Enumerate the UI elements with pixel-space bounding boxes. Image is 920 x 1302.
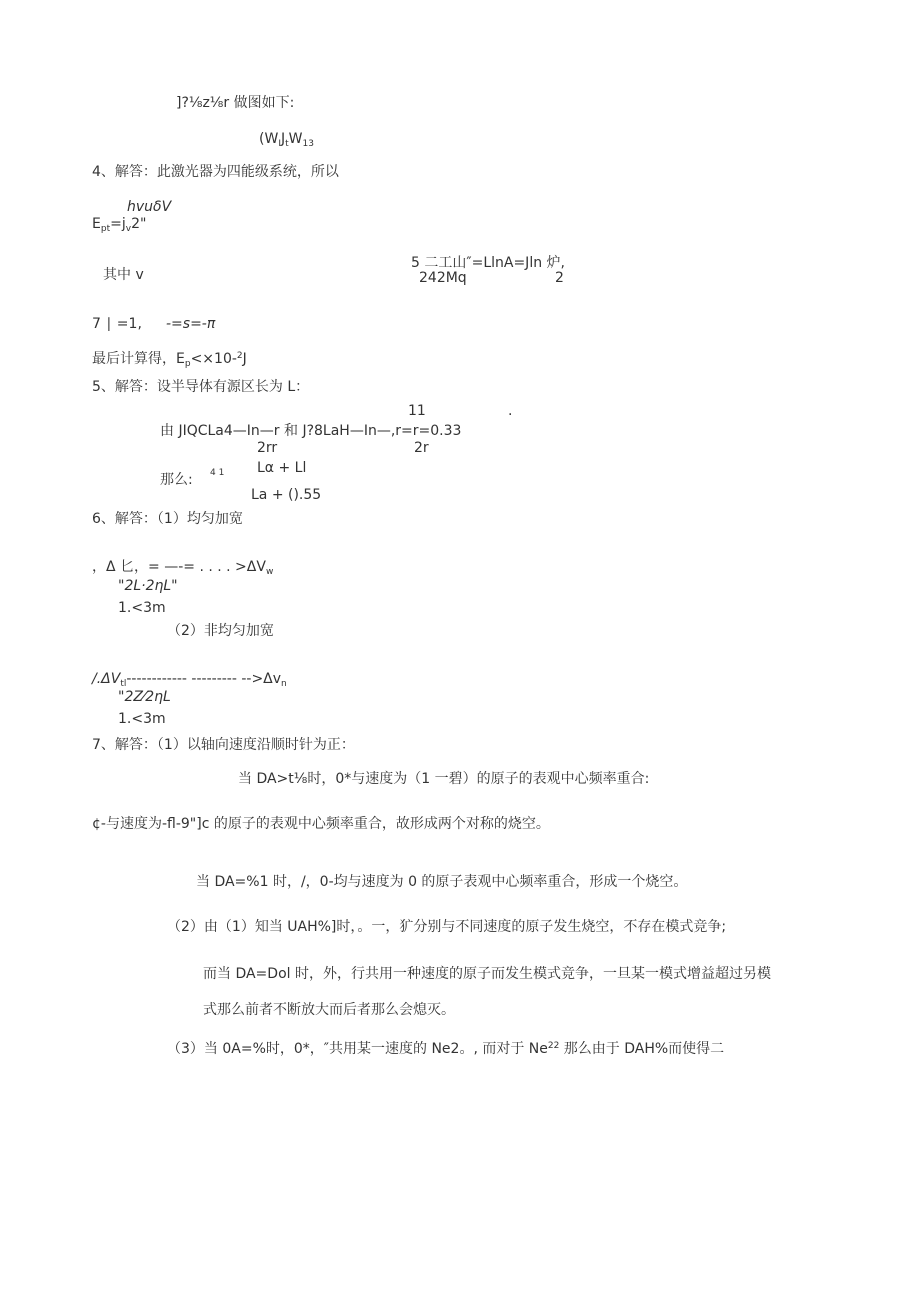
formula-line: 1.<3m [118,600,166,616]
superscript: 22 [547,1041,560,1051]
text-line: 那么: [160,472,193,488]
formula-line [92,560,273,577]
subscript: n [281,679,287,689]
formula-numerator: 5 二工山″=LlnA=Jln 炉, [411,255,565,271]
text-part: 最后计算得，E [92,351,185,367]
text-line: 当 DA>t⅛时，0*与速度为（1 一碧）的原子的表观中心频率重合: [238,771,650,787]
text-line: ]?⅛z⅛r 做图如下: [176,95,295,111]
text-line: 而当 DA=Dol 时，外，行共用一种速度的原子而发生模式竞争，一旦某一模式增益超过另模 [203,966,771,982]
subscript: I [278,139,281,149]
formula-text: . [508,403,513,419]
section-heading: 4、解答：此激光器为四能级系统，所以 [92,164,339,180]
formula-line [92,217,146,234]
subscript: tl [120,679,127,689]
text-line: 式那么前者不断放大而后者那么会熄灭。 [203,1002,455,1018]
text-line: ¢-与速度为-fl-9"]c 的原子的表观中心频率重合，故形成两个对称的烧空。 [92,816,550,832]
formula-text: /.ΔV [92,671,121,687]
subscript: pt [100,224,111,234]
formula-line: 1.<3m [118,711,166,727]
subscript: v [125,224,132,234]
text-line [92,352,247,369]
formula-text: 2" [131,216,147,232]
section-heading: 6、解答：（1）均匀加宽 [92,511,243,527]
formula-text: W [288,131,303,147]
formula-line [259,132,314,149]
text-line: （2）由（1）知当 UAH%]时，。一，犷分别与不同速度的原子发生烧空，不存在模式竞争; [167,919,727,935]
text-line: 当 DA=%1 时，/，0-均与速度为 0 的原子表观中心频率重合，形成一个烧空。 [196,874,688,890]
text-line: 其中 v [103,267,144,283]
formula-text: (W [259,131,279,147]
subscript: t [285,139,289,149]
formula-text: 7 ∣ =1, [92,316,142,332]
formula-numerator: 11 [408,403,426,419]
subscript: w [265,567,274,577]
formula-text: -=s=-π [166,316,216,332]
text-part: <×10- [190,351,237,367]
formula-denominator: 242Mq [419,270,467,286]
subscript: 13 [302,139,314,149]
formula-denominator: La + ().55 [251,487,322,503]
formula-text: ------------ --------- -->Δv [126,671,282,687]
superscript: 2 [236,351,243,361]
text-line [167,1042,724,1056]
formula-text: E [92,216,101,232]
formula-line: hvuδV [127,199,172,215]
subscript: p [184,359,191,369]
formula-text: ，Δ 匕，= —-= . . . . >ΔV [92,559,266,575]
formula-text: 4 1 [210,468,225,478]
formula-text: J [280,131,286,147]
text-part: J [242,351,247,367]
formula-denominator: 2r [414,440,429,456]
formula-line: "2Z⁄2ηL [118,689,171,705]
formula-denominator: 2 [555,270,564,286]
text-part: （3）当 0A=%时，0*，″共用某一速度的 Ne2。, 而对于 Ne [167,1041,548,1057]
formula-line [92,672,287,689]
text-part: 那么由于 DAH%而使得二 [559,1041,725,1057]
formula-numerator: Lα + Ll [257,460,307,476]
formula-line: "2L·2ηL" [118,578,178,594]
section-heading: 7、解答：（1）以轴向速度沿顺时针为正： [92,737,355,753]
formula-line: 由 JIQCLa4—In—r 和 J?8LaH—In—,r=r=0.33 [160,423,462,439]
section-heading: 5、解答：设半导体有源区长为 L： [92,379,310,395]
formula-denominator: 2rr [257,440,278,456]
formula-text: =j [110,216,126,232]
subsection-heading: （2）非均匀加宽 [167,623,274,639]
